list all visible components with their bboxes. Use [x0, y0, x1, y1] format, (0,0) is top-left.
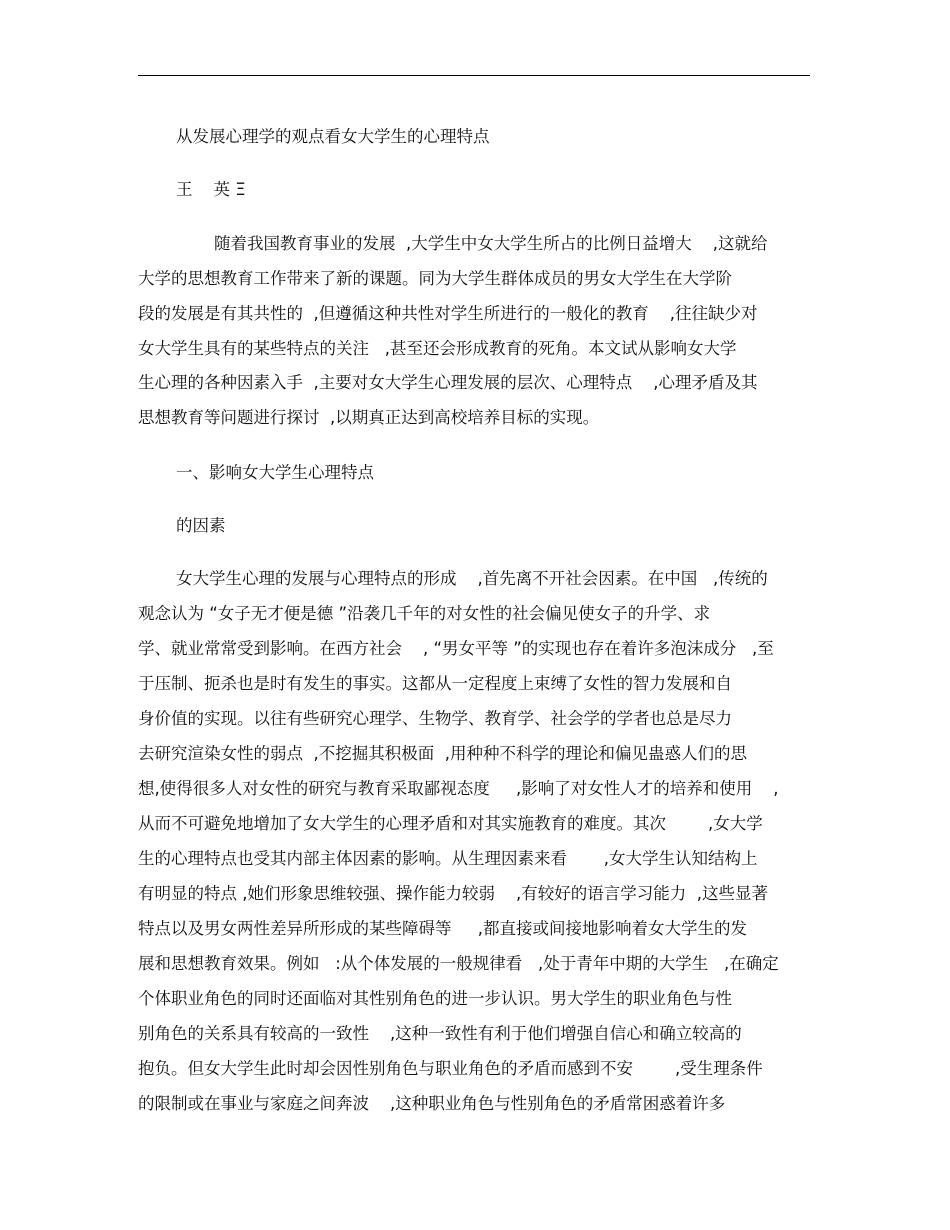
body-line: 女大学生心理的发展与心理特点的形成 ,首先离不开社会因素。在中国 ,传统的	[176, 569, 768, 588]
body-line: 身价值的实现。以往有些研究心理学、生物学、教育学、社会学的学者也总是尽力	[138, 709, 732, 728]
intro-line: 女大学生具有的某些特点的关注 ,甚至还会形成教育的死角。本文试从影响女大学	[138, 339, 737, 358]
document-title: 从发展心理学的观点看女大学生的心理特点	[176, 127, 490, 146]
intro-line: 随着我国教育事业的发展 ,大学生中女大学生所占的比例日益增大 ,这就给	[214, 234, 768, 253]
body-line: 生的心理特点也受其内部主体因素的影响。从生理因素来看 ,女大学生认知结构上	[138, 849, 758, 868]
body-line: 想,使得很多人对女性的研究与教育采取鄙视态度 ,影响了对女性人才的培养和使用 ,	[138, 779, 779, 798]
intro-line: 段的发展是有其共性的 ,但遵循这种共性对学生所进行的一般化的教育 ,往往缺少对	[138, 304, 758, 323]
body-line: 的限制或在事业与家庭之间奔波 ,这种职业角色与性别角色的矛盾常困惑着许多	[138, 1094, 726, 1113]
header-rule	[138, 75, 810, 76]
body-line: 去研究渲染女性的弱点 ,不挖掘其积极面 ,用种种不科学的理论和偏见蛊惑人们的思	[138, 744, 747, 763]
author-name: 王 英 Ξ	[176, 180, 246, 199]
body-line: 于压制、扼杀也是时有发生的事实。这都从一定程度上束缚了女性的智力发展和自	[138, 674, 732, 693]
section-heading: 一、影响女大学生心理特点	[176, 463, 374, 482]
body-line: 从而不可避免地增加了女大学生的心理矛盾和对其实施教育的难度。其次 ,女大学	[138, 814, 763, 833]
body-line: 抱负。但女大学生此时却会因性别角色与职业角色的矛盾而感到不安 ,受生理条件	[138, 1059, 763, 1078]
body-line: 有明显的特点 ,她们形象思维较强、操作能力较弱 ,有较好的语言学习能力 ,这些显著	[138, 884, 768, 903]
body-line: 个体职业角色的同时还面临对其性别角色的进一步认识。男大学生的职业角色与性	[138, 989, 732, 1008]
body-line: 特点以及男女两性差异所形成的某些障碍等 ,都直接或间接地影响着女大学生的发	[138, 919, 747, 938]
body-line: 别角色的关系具有较高的一致性 ,这种一致性有利于他们增强自信心和确立较高的	[138, 1024, 742, 1043]
body-line: 学、就业常常受到影响。在西方社会 , “男女平等 ”的实现也存在着许多泡沫成分 ,至	[138, 639, 774, 658]
intro-line: 大学的思想教育工作带来了新的课题。同为大学生群体成员的男女大学生在大学阶	[138, 269, 732, 288]
intro-line: 生心理的各种因素入手 ,主要对女大学生心理发展的层次、心理特点 ,心理矛盾及其	[138, 373, 758, 392]
body-line: 展和思想教育效果。例如 :从个体发展的一般规律看 ,处于青年中期的大学生 ,在确定	[138, 954, 779, 973]
intro-line: 思想教育等问题进行探讨 ,以期真正达到高校培养目标的实现。	[138, 408, 600, 427]
body-line: 观念认为 “女子无才便是德 ”沿袭几千年的对女性的社会偏见使女子的升学、求	[138, 604, 711, 623]
section-heading-continued: 的因素	[176, 516, 226, 535]
